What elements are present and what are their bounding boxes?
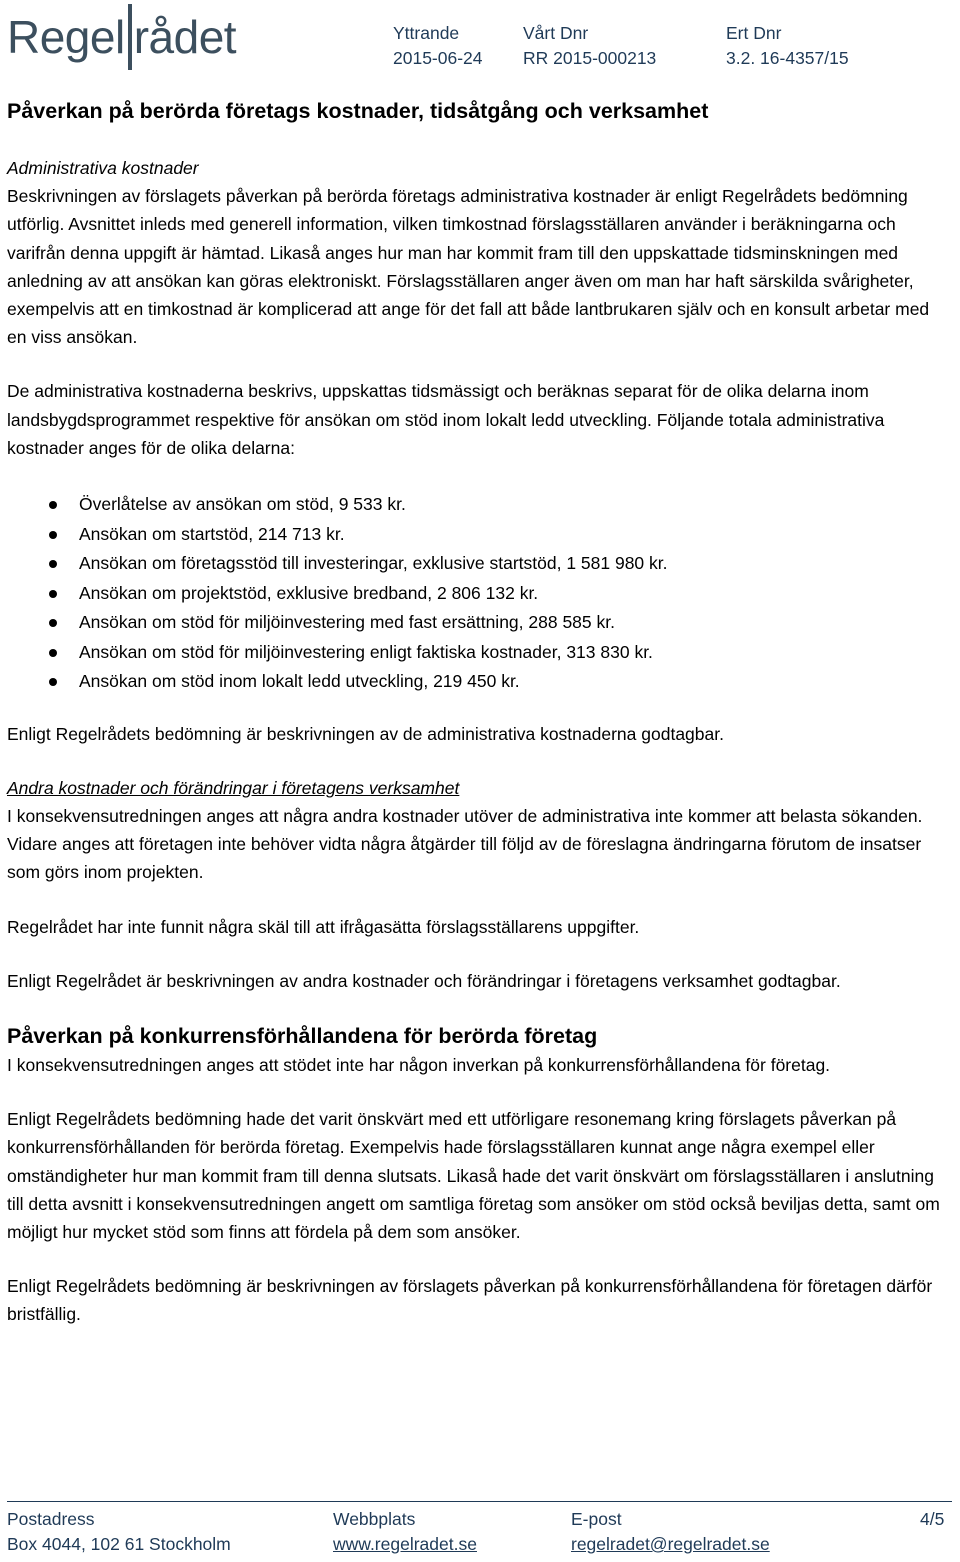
bullet-icon	[49, 501, 57, 509]
email-link[interactable]: regelradet@regelradet.se	[571, 1534, 770, 1554]
yttrande-label: Yttrande	[393, 23, 460, 43]
list-item: Ansökan om stöd för miljöinvestering enligt faktiska kostnader, 313 830 kr.	[7, 638, 952, 668]
paragraph-admin-description: Beskrivningen av förslagets påverkan på berörda företags administrativa kostnader är enligt Regelrådets bedömning utförlig. Avsnittet inleds med generell information, vilken timkostnad förslagsställaren använder i beräkningarna och varifrån denna uppgift är hämtad. Likaså anges hur man har kommit fram till den uppskattade tidsminskningen med anledning av att ansökan kan göras elektroniskt. Förslagsställaren anger även om man har haft särskilda svårigheter, exempelvis att en timkostnad är komplicerad att ange för det fall att både lantbrukaren själv och en konsult arbetar med en viss ansökan.	[7, 186, 930, 348]
bullet-icon	[49, 531, 57, 539]
bullet-icon	[49, 560, 57, 568]
paragraph-admin-assessment: Enligt Regelrådets bedömning är beskrivningen av de administrativa kostnaderna godtagbar.	[7, 723, 724, 744]
logo-left-text: Regel	[7, 11, 125, 63]
paragraph-admin-breakdown: De administrativa kostnaderna beskrivs, uppskattas tidsmässigt och beräknas separat för de olika delarna inom landsbygdsprogrammet respektive för ansökan om stöd inom lokalt ledd utveckling. Följande totala administrativa kostnader anges för de olika delarna:	[7, 381, 885, 458]
bullet-icon	[49, 678, 57, 686]
paragraph-other-assessment: Enligt Regelrådet är beskrivningen av andra kostnader och förändringar i företagens verksamhet godtagbar.	[7, 970, 841, 991]
logo-right-text: rådet	[133, 11, 237, 63]
list-item: Ansökan om stöd för miljöinvestering med fast ersättning, 288 585 kr.	[7, 608, 952, 638]
cost-bullet-list	[7, 490, 952, 697]
vart-dnr-label: Vårt Dnr	[523, 23, 589, 43]
footer-divider	[7, 1501, 952, 1502]
footer-epost	[571, 1507, 770, 1557]
list-item: Ansökan om företagsstöd till investeringar, exklusive startstöd, 1 581 980 kr.	[7, 549, 952, 579]
webbplats-label: Webbplats	[333, 1509, 416, 1529]
section-heading-costs: Påverkan på berörda företags kostnader, tidsåtgång och verksamhet	[7, 99, 709, 123]
document-body	[7, 96, 952, 1329]
postadress-value: Box 4044, 102 61 Stockholm	[7, 1534, 231, 1554]
paragraph-other-costs: I konsekvensutredningen anges att några andra kostnader utöver de administrativa inte kommer att belasta sökanden. Vidare anges att företagen inte behöver vidta några åtgärder till följd av de föreslagna ändringarna förutom de insatser som görs inom projekten.	[7, 805, 923, 883]
footer-postadress	[7, 1507, 231, 1557]
subheading-admin-costs: Administrativa kostnader	[7, 158, 199, 178]
vart-dnr-value: RR 2015-000213	[523, 48, 657, 68]
page-number: 4/5	[920, 1509, 945, 1529]
postadress-label: Postadress	[7, 1509, 95, 1529]
subheading-other-costs: Andra kostnader och förändringar i företagens verksamhet	[7, 777, 460, 798]
bullet-icon	[49, 649, 57, 657]
bullet-icon	[49, 590, 57, 598]
paragraph-competition-assessment: Enligt Regelrådets bedömning är beskrivningen av förslagets påverkan på konkurrensförhållandena för företagen därför bristfällig.	[7, 1276, 933, 1325]
bullet-icon	[49, 619, 57, 627]
ert-dnr-value: 3.2. 16-4357/15	[726, 48, 849, 68]
ert-dnr-label: Ert Dnr	[726, 23, 782, 43]
footer-webbplats	[333, 1507, 477, 1557]
section-heading-competition: Påverkan på konkurrensförhållandena för berörda företag	[7, 1023, 598, 1048]
header-yttrande	[393, 21, 483, 71]
header-ert-dnr	[726, 21, 849, 71]
paragraph-competition-impact: I konsekvensutredningen anges att stödet inte har någon inverkan på konkurrensförhållandena för företag.	[7, 1054, 831, 1075]
website-link[interactable]: www.regelradet.se	[333, 1534, 477, 1554]
epost-label: E-post	[571, 1509, 622, 1529]
list-item: Överlåtelse av ansökan om stöd, 9 533 kr.	[7, 490, 952, 520]
footer-page-number	[920, 1507, 944, 1532]
yttrande-date: 2015-06-24	[393, 48, 483, 68]
regelradet-logo	[7, 4, 236, 70]
paragraph-competition-desired: Enligt Regelrådets bedömning hade det varit önskvärt med ett utförligare resonemang kring förslagets påverkan på konkurrensförhållanden för berörda företag. Exempelvis hade förslagsställaren kunnat ange några exempel eller omständigheter hur man kommit fram till denna slutsats. Likaså hade det varit önskvärt om förslagsställaren i anslutning till detta avsnitt i konsekvensutredningen angett om samtliga företag som ansöker om stöd också beviljas detta, samt om möjligt hur mycket stöd som finns att fördela på dem som ansöker.	[7, 1109, 940, 1242]
list-item: Ansökan om stöd inom lokalt ledd utveckling, 219 450 kr.	[7, 667, 952, 697]
list-item: Ansökan om projektstöd, exklusive bredband, 2 806 132 kr.	[7, 579, 952, 609]
header-vart-dnr	[523, 21, 656, 71]
list-item: Ansökan om startstöd, 214 713 kr.	[7, 520, 952, 550]
logo-divider-bar	[128, 4, 132, 70]
paragraph-no-reason: Regelrådet har inte funnit några skäl till att ifrågasätta förslagsställarens uppgifter.	[7, 916, 640, 937]
